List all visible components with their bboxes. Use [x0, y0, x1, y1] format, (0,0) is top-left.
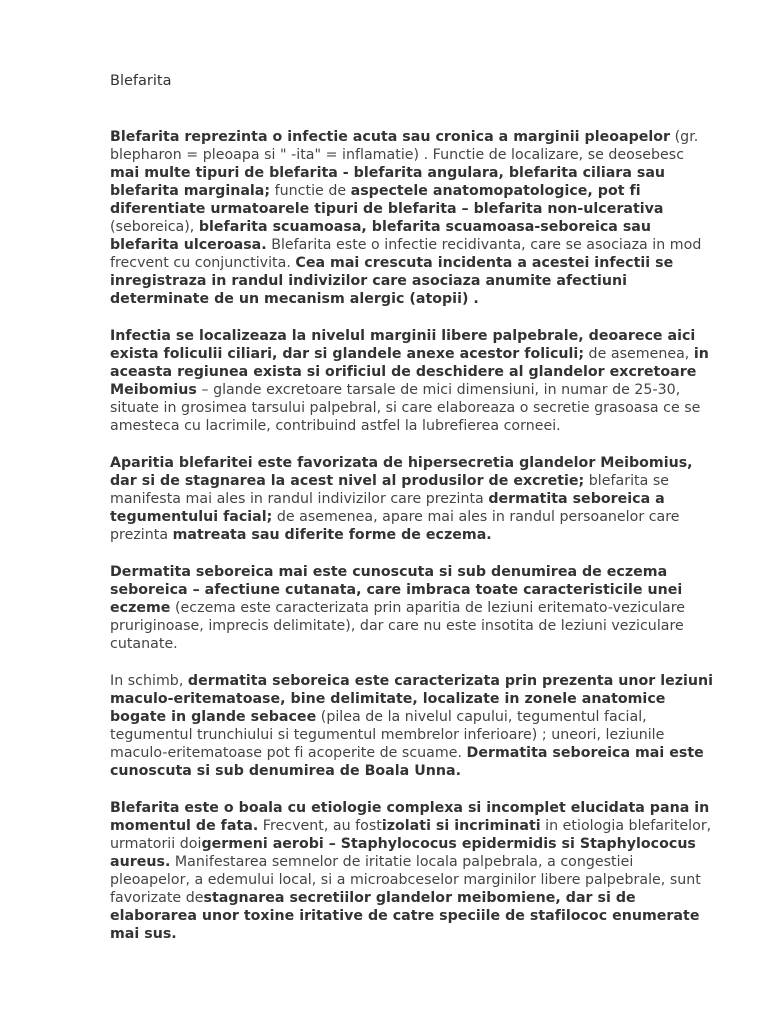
text-run: (seboreica), [110, 219, 199, 235]
text-run: in etiologia blefaritelor, urmatorii doi [110, 818, 712, 852]
bold-text-run: Dermatita seboreica mai este cunoscuta si sub denumirea de eczema seboreica – afectiune cutanata, care imbraca toate caracteristicile unei eczeme [110, 564, 683, 616]
bold-text-run: mai multe tipuri de blefarita - blefarita angulara, blefarita ciliara sau blefarita marginala; [110, 165, 666, 199]
body-paragraph [110, 128, 715, 308]
text-run: Manifestarea semnelor de iritatie locala palpebrala, a congestiei pleoapelor, a edemului local, si a microabceselor marginilor libere palpebrale, sunt favorizate de [110, 854, 701, 906]
text-run: functie de [270, 183, 351, 199]
text-run: (pilea de la nivelul capului, tegumentul facial, tegumentul trunchiului si tegumentul membrelor inferioare) ; uneori, leziunile maculo-eritematoase pot fi acoperite de scuame. [110, 709, 665, 761]
body-paragraph [110, 799, 715, 943]
bold-text-run: Blefarita reprezinta o infectie acuta sau cronica a marginii pleoapelor [110, 129, 671, 145]
text-run: Blefarita este o infectie recidivanta, care se asociaza in mod frecvent cu conjunctivita. [110, 237, 702, 271]
bold-text-run: izolati si incriminati [381, 818, 541, 834]
bold-text-run: stagnarea secretiilor glandelor meibomiene, dar si de elaborarea unor toxine iritative de catre speciile de stafilococ enumerate mai sus. [110, 890, 700, 942]
text-run: de asemenea, [584, 346, 694, 362]
text-run: Frecvent, au fost [258, 818, 382, 834]
bold-text-run: matreata sau diferite forme de eczema. [172, 527, 492, 543]
text-run: (eczema este caracterizata prin aparitia de leziuni eritemato-veziculare pruriginoase, imprecis delimitate), dar care nu este insotita de leziuni veziculare cutanate. [110, 600, 686, 652]
document-body [110, 128, 715, 943]
text-run: – glande excretoare tarsale de mici dimensiuni, in numar de 25-30, situate in grosimea tarsului palpebral, si care elaboreaza o secretie grasoasa ce se amesteca cu lacrimile, contribuind astfel la lubrefierea corneei. [110, 382, 701, 434]
bold-text-run: dermatita seboreica este caracterizata prin prezenta unor leziuni maculo-eritematoase, bine delimitate, localizate in zonele anatomice bogate in glande sebacee [110, 673, 714, 725]
text-run: de asemenea, apare mai ales in randul persoanelor care prezinta [110, 509, 680, 543]
bold-text-run: Aparitia blefaritei este favorizata de hipersecretia glandelor Meibomius, dar si de stagnarea la acest nivel al produsilor de excretie; [110, 455, 693, 489]
bold-text-run: blefarita scuamoasa, blefarita scuamoasa-seboreica sau blefarita ulceroasa. [110, 219, 652, 253]
body-paragraph [110, 454, 715, 544]
body-paragraph [110, 563, 715, 653]
body-paragraph [110, 672, 715, 780]
text-run: blefarita se manifesta mai ales in randul indivizilor care prezinta [110, 473, 670, 507]
text-run: (gr. blepharon = pleoapa si " -ita" = inflamatie) . Functie de localizare, se deosebesc [110, 129, 699, 163]
bold-text-run: Cea mai crescuta incidenta a acestei infectii se inregistraza in randul indivizilor care asociaza anumite afectiuni determinate de un mecanism alergic (atopii) . [110, 255, 674, 307]
bold-text-run: dermatita seboreica a tegumentului facial; [110, 491, 665, 525]
text-run: In schimb, [110, 673, 188, 689]
bold-text-run: in aceasta regiunea exista si orificiul de deschidere al glandelor excretoare Meibomius [110, 346, 709, 398]
bold-text-run: Blefarita este o boala cu etiologie complexa si incomplet elucidata pana in momentul de fata. [110, 800, 710, 834]
bold-text-run: Dermatita seboreica mai este cunoscuta si sub denumirea de Boala Unna. [110, 745, 704, 779]
body-paragraph [110, 327, 715, 435]
bold-text-run: aspectele anatomopatologice, pot fi diferentiate urmatoarele tipuri de blefarita – blefarita non-ulcerativa [110, 183, 664, 217]
bold-text-run: Infectia se localizeaza la nivelul marginii libere palpebrale, deoarece aici exista foliculii ciliari, dar si glandele anexe acestor foliculi; [110, 328, 696, 362]
bold-text-run: germeni aerobi – Staphylococus epidermidis si Staphylococus aureus. [110, 836, 696, 870]
document-page [110, 71, 715, 962]
document-title: Blefarita [110, 73, 172, 89]
